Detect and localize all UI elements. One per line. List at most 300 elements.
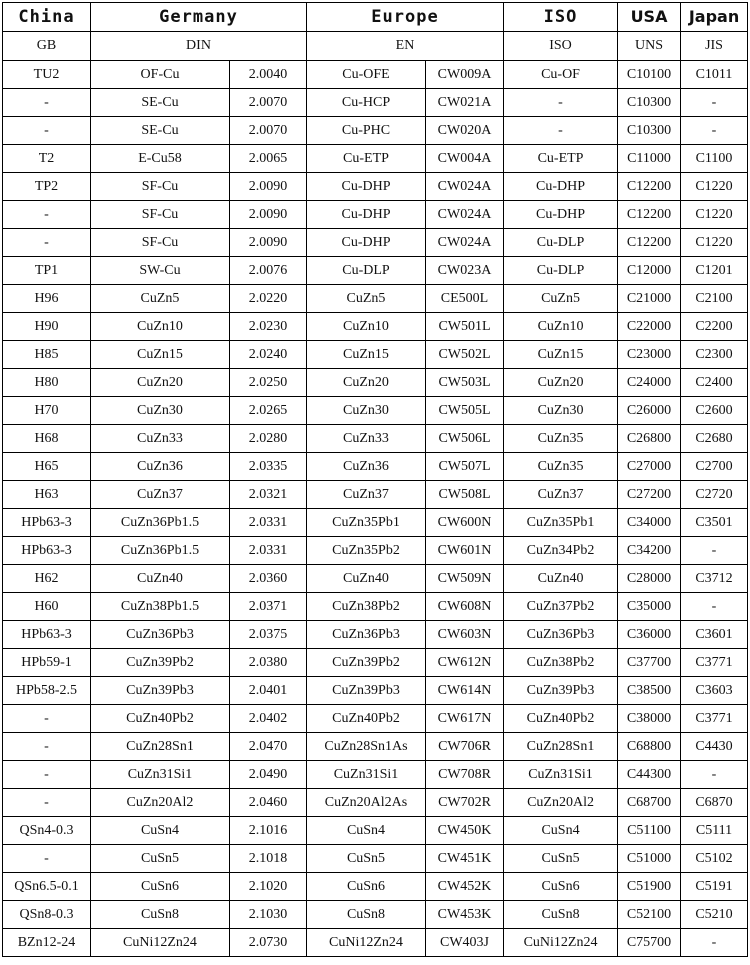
cell-gb-grade: H62 [3, 565, 91, 593]
cell-din-number: 2.1016 [230, 817, 307, 845]
cell-din-name: SW-Cu [91, 257, 230, 285]
cell-iso-grade: CuZn40 [504, 565, 618, 593]
cell-din-name: CuZn36Pb1.5 [91, 537, 230, 565]
cell-din-name: CuZn5 [91, 285, 230, 313]
cell-uns-number: C51900 [618, 873, 681, 901]
cell-uns-number: C38000 [618, 705, 681, 733]
cell-din-number: 2.0331 [230, 537, 307, 565]
table-row [3, 425, 748, 453]
cell-din-number: 2.0265 [230, 397, 307, 425]
cell-gb-grade: H85 [3, 341, 91, 369]
cell-jis-grade: C1100 [681, 145, 748, 173]
cell-din-name: OF-Cu [91, 61, 230, 89]
cell-en-number: CW021A [426, 89, 504, 117]
cell-din-number: 2.1018 [230, 845, 307, 873]
cell-uns-number: C27000 [618, 453, 681, 481]
cell-uns-number: C75700 [618, 929, 681, 957]
table-row [3, 901, 748, 929]
cell-iso-grade: Cu-DLP [504, 229, 618, 257]
cell-en-name: CuZn33 [307, 425, 426, 453]
cell-gb-grade: BZn12-24 [3, 929, 91, 957]
cell-jis-grade: C2600 [681, 397, 748, 425]
cell-en-name: CuSn6 [307, 873, 426, 901]
table-row [3, 61, 748, 89]
cell-en-number: CW603N [426, 621, 504, 649]
cell-uns-number: C27200 [618, 481, 681, 509]
cell-din-number: 2.0065 [230, 145, 307, 173]
cell-en-number: CW009A [426, 61, 504, 89]
cell-en-name: CuZn20Al2As [307, 789, 426, 817]
cell-din-name: CuZn36Pb3 [91, 621, 230, 649]
header-iso: ISO [504, 3, 618, 32]
cell-gb-grade: HPb63-3 [3, 509, 91, 537]
cell-din-number: 2.0335 [230, 453, 307, 481]
cell-en-name: Cu-OFE [307, 61, 426, 89]
cell-din-name: SF-Cu [91, 201, 230, 229]
cell-iso-grade: CuZn34Pb2 [504, 537, 618, 565]
table-body [3, 3, 748, 957]
cell-iso-grade: Cu-DLP [504, 257, 618, 285]
cell-en-number: CW020A [426, 117, 504, 145]
table-row [3, 173, 748, 201]
cell-gb-grade: - [3, 229, 91, 257]
table-row [3, 89, 748, 117]
cell-iso-grade: CuZn37 [504, 481, 618, 509]
cell-en-name: CuSn5 [307, 845, 426, 873]
cell-jis-grade: C3501 [681, 509, 748, 537]
table-row [3, 733, 748, 761]
cell-uns-number: C52100 [618, 901, 681, 929]
cell-en-name: CuNi12Zn24 [307, 929, 426, 957]
cell-en-name: CuZn35Pb2 [307, 537, 426, 565]
table-row [3, 341, 748, 369]
table-row [3, 649, 748, 677]
cell-jis-grade: C2100 [681, 285, 748, 313]
cell-din-name: SF-Cu [91, 173, 230, 201]
cell-en-number: CW450K [426, 817, 504, 845]
cell-uns-number: C37700 [618, 649, 681, 677]
cell-gb-grade: H90 [3, 313, 91, 341]
table-row [3, 201, 748, 229]
cell-din-name: CuNi12Zn24 [91, 929, 230, 957]
cell-en-name: CuZn36Pb3 [307, 621, 426, 649]
cell-jis-grade: - [681, 117, 748, 145]
cell-din-name: CuZn37 [91, 481, 230, 509]
header-germany: Germany [91, 3, 307, 32]
cell-en-number: CW503L [426, 369, 504, 397]
cell-din-number: 2.0250 [230, 369, 307, 397]
cell-iso-grade: CuZn5 [504, 285, 618, 313]
standard-gb: GB [3, 32, 91, 61]
cell-en-name: CuZn40 [307, 565, 426, 593]
cell-jis-grade: C3712 [681, 565, 748, 593]
cell-en-number: CW506L [426, 425, 504, 453]
cell-gb-grade: QSn8-0.3 [3, 901, 91, 929]
cell-en-name: CuZn30 [307, 397, 426, 425]
table-row [3, 845, 748, 873]
cell-jis-grade: C3603 [681, 677, 748, 705]
cell-gb-grade: TP1 [3, 257, 91, 285]
cell-en-name: CuZn5 [307, 285, 426, 313]
cell-din-number: 2.0070 [230, 89, 307, 117]
cell-iso-grade: CuSn6 [504, 873, 618, 901]
cell-iso-grade: CuZn20 [504, 369, 618, 397]
cell-en-name: Cu-DLP [307, 257, 426, 285]
cell-gb-grade: - [3, 761, 91, 789]
cell-en-number: CW617N [426, 705, 504, 733]
cell-uns-number: C34000 [618, 509, 681, 537]
cell-iso-grade: CuZn10 [504, 313, 618, 341]
cell-jis-grade: C2700 [681, 453, 748, 481]
table-row [3, 117, 748, 145]
table-row [3, 789, 748, 817]
cell-gb-grade: H80 [3, 369, 91, 397]
table-row [3, 565, 748, 593]
cell-din-number: 2.0280 [230, 425, 307, 453]
material-equivalence-table [2, 2, 748, 957]
cell-uns-number: C10300 [618, 117, 681, 145]
cell-jis-grade: C1220 [681, 173, 748, 201]
cell-iso-grade: CuNi12Zn24 [504, 929, 618, 957]
standard-iso: ISO [504, 32, 618, 61]
table-row [3, 677, 748, 705]
cell-gb-grade: - [3, 789, 91, 817]
cell-iso-grade: CuZn39Pb3 [504, 677, 618, 705]
cell-iso-grade: CuZn36Pb3 [504, 621, 618, 649]
cell-uns-number: C22000 [618, 313, 681, 341]
cell-jis-grade: C5111 [681, 817, 748, 845]
table-row [3, 761, 748, 789]
cell-din-name: CuZn39Pb2 [91, 649, 230, 677]
cell-uns-number: C12200 [618, 229, 681, 257]
standard-en: EN [307, 32, 504, 61]
cell-en-name: CuZn20 [307, 369, 426, 397]
header-usa: USA [618, 3, 681, 32]
cell-en-number: CW004A [426, 145, 504, 173]
cell-en-name: CuZn35Pb1 [307, 509, 426, 537]
cell-jis-grade: - [681, 537, 748, 565]
cell-en-name: Cu-HCP [307, 89, 426, 117]
table-row [3, 873, 748, 901]
cell-iso-grade: CuZn40Pb2 [504, 705, 618, 733]
cell-jis-grade: C3771 [681, 705, 748, 733]
cell-din-number: 2.0371 [230, 593, 307, 621]
country-header-row [3, 3, 748, 32]
table-row [3, 313, 748, 341]
table-row [3, 285, 748, 313]
cell-uns-number: C44300 [618, 761, 681, 789]
cell-gb-grade: T2 [3, 145, 91, 173]
table-row [3, 145, 748, 173]
table-row [3, 257, 748, 285]
cell-din-number: 2.0470 [230, 733, 307, 761]
cell-jis-grade: C1220 [681, 201, 748, 229]
cell-uns-number: C21000 [618, 285, 681, 313]
cell-din-number: 2.0040 [230, 61, 307, 89]
cell-din-name: CuZn30 [91, 397, 230, 425]
cell-din-number: 2.0090 [230, 229, 307, 257]
table-row [3, 621, 748, 649]
cell-en-number: CW600N [426, 509, 504, 537]
cell-gb-grade: HPb63-3 [3, 621, 91, 649]
cell-en-name: Cu-DHP [307, 201, 426, 229]
cell-gb-grade: H96 [3, 285, 91, 313]
cell-iso-grade: CuZn20Al2 [504, 789, 618, 817]
cell-en-name: CuSn8 [307, 901, 426, 929]
cell-iso-grade: CuZn35Pb1 [504, 509, 618, 537]
cell-din-name: CuZn39Pb3 [91, 677, 230, 705]
cell-en-name: CuZn37 [307, 481, 426, 509]
cell-en-number: CW702R [426, 789, 504, 817]
cell-jis-grade: C5102 [681, 845, 748, 873]
cell-iso-grade: CuSn8 [504, 901, 618, 929]
cell-en-number: CW451K [426, 845, 504, 873]
cell-en-number: CW452K [426, 873, 504, 901]
cell-din-name: CuZn31Si1 [91, 761, 230, 789]
cell-din-name: CuZn15 [91, 341, 230, 369]
cell-uns-number: C12000 [618, 257, 681, 285]
cell-din-number: 2.1030 [230, 901, 307, 929]
cell-en-name: CuZn28Sn1As [307, 733, 426, 761]
cell-en-name: CuZn38Pb2 [307, 593, 426, 621]
cell-gb-grade: H65 [3, 453, 91, 481]
cell-din-number: 2.0375 [230, 621, 307, 649]
cell-din-number: 2.1020 [230, 873, 307, 901]
cell-din-number: 2.0070 [230, 117, 307, 145]
cell-en-name: CuZn39Pb3 [307, 677, 426, 705]
cell-gb-grade: H68 [3, 425, 91, 453]
cell-gb-grade: - [3, 117, 91, 145]
header-europe: Europe [307, 3, 504, 32]
cell-gb-grade: QSn6.5-0.1 [3, 873, 91, 901]
cell-jis-grade: C6870 [681, 789, 748, 817]
cell-jis-grade: C1011 [681, 61, 748, 89]
cell-din-name: CuZn33 [91, 425, 230, 453]
cell-jis-grade: C2200 [681, 313, 748, 341]
cell-din-number: 2.0460 [230, 789, 307, 817]
cell-en-name: CuZn10 [307, 313, 426, 341]
cell-din-number: 2.0240 [230, 341, 307, 369]
cell-din-name: CuZn36 [91, 453, 230, 481]
cell-uns-number: C26800 [618, 425, 681, 453]
cell-iso-grade: Cu-DHP [504, 201, 618, 229]
cell-uns-number: C10300 [618, 89, 681, 117]
cell-din-name: CuZn20 [91, 369, 230, 397]
cell-en-number: CW614N [426, 677, 504, 705]
cell-en-number: CW403J [426, 929, 504, 957]
cell-uns-number: C26000 [618, 397, 681, 425]
cell-din-name: CuSn8 [91, 901, 230, 929]
cell-iso-grade: CuSn5 [504, 845, 618, 873]
cell-din-name: CuZn36Pb1.5 [91, 509, 230, 537]
cell-en-name: Cu-DHP [307, 173, 426, 201]
standard-jis: JIS [681, 32, 748, 61]
cell-din-number: 2.0331 [230, 509, 307, 537]
cell-uns-number: C38500 [618, 677, 681, 705]
table-row [3, 817, 748, 845]
standard-din: DIN [91, 32, 307, 61]
table-row [3, 537, 748, 565]
cell-jis-grade: C1201 [681, 257, 748, 285]
cell-en-number: CW024A [426, 201, 504, 229]
cell-din-number: 2.0076 [230, 257, 307, 285]
cell-gb-grade: - [3, 733, 91, 761]
cell-gb-grade: - [3, 201, 91, 229]
cell-jis-grade: - [681, 761, 748, 789]
cell-en-number: CW601N [426, 537, 504, 565]
table-row [3, 929, 748, 957]
table-row [3, 705, 748, 733]
cell-gb-grade: TP2 [3, 173, 91, 201]
cell-din-name: SF-Cu [91, 229, 230, 257]
cell-uns-number: C36000 [618, 621, 681, 649]
cell-uns-number: C34200 [618, 537, 681, 565]
cell-gb-grade: HPb59-1 [3, 649, 91, 677]
cell-en-name: CuZn15 [307, 341, 426, 369]
cell-en-name: Cu-DHP [307, 229, 426, 257]
cell-iso-grade: Cu-ETP [504, 145, 618, 173]
cell-gb-grade: HPb63-3 [3, 537, 91, 565]
cell-en-number: CW706R [426, 733, 504, 761]
cell-gb-grade: H70 [3, 397, 91, 425]
table-row [3, 229, 748, 257]
cell-gb-grade: H60 [3, 593, 91, 621]
cell-din-number: 2.0401 [230, 677, 307, 705]
header-china: China [3, 3, 91, 32]
header-japan: Japan [681, 3, 748, 32]
cell-gb-grade: QSn4-0.3 [3, 817, 91, 845]
cell-iso-grade: CuZn37Pb2 [504, 593, 618, 621]
cell-uns-number: C35000 [618, 593, 681, 621]
cell-din-name: CuZn20Al2 [91, 789, 230, 817]
table-row [3, 593, 748, 621]
cell-din-number: 2.0380 [230, 649, 307, 677]
cell-en-name: CuZn31Si1 [307, 761, 426, 789]
cell-jis-grade: C2300 [681, 341, 748, 369]
cell-jis-grade: - [681, 89, 748, 117]
cell-din-number: 2.0230 [230, 313, 307, 341]
cell-din-name: E-Cu58 [91, 145, 230, 173]
cell-en-name: CuZn40Pb2 [307, 705, 426, 733]
cell-en-number: CW508L [426, 481, 504, 509]
cell-din-name: CuZn40Pb2 [91, 705, 230, 733]
cell-en-name: CuZn36 [307, 453, 426, 481]
cell-jis-grade: - [681, 593, 748, 621]
cell-jis-grade: C3771 [681, 649, 748, 677]
cell-din-number: 2.0090 [230, 201, 307, 229]
cell-uns-number: C68800 [618, 733, 681, 761]
cell-gb-grade: - [3, 705, 91, 733]
cell-din-number: 2.0090 [230, 173, 307, 201]
cell-en-name: CuSn4 [307, 817, 426, 845]
cell-iso-grade: Cu-DHP [504, 173, 618, 201]
cell-jis-grade: C3601 [681, 621, 748, 649]
cell-din-name: SE-Cu [91, 89, 230, 117]
cell-uns-number: C28000 [618, 565, 681, 593]
cell-en-number: CW502L [426, 341, 504, 369]
table-row [3, 397, 748, 425]
cell-jis-grade: C2680 [681, 425, 748, 453]
cell-din-number: 2.0220 [230, 285, 307, 313]
cell-en-name: Cu-PHC [307, 117, 426, 145]
cell-iso-grade: CuZn35 [504, 453, 618, 481]
cell-jis-grade: C2720 [681, 481, 748, 509]
cell-din-name: CuSn6 [91, 873, 230, 901]
cell-din-number: 2.0402 [230, 705, 307, 733]
cell-gb-grade: - [3, 845, 91, 873]
cell-en-number: CW024A [426, 173, 504, 201]
cell-en-number: CE500L [426, 285, 504, 313]
cell-jis-grade: C1220 [681, 229, 748, 257]
cell-gb-grade: TU2 [3, 61, 91, 89]
cell-din-name: SE-Cu [91, 117, 230, 145]
cell-en-number: CW509N [426, 565, 504, 593]
cell-jis-grade: - [681, 929, 748, 957]
cell-din-name: CuZn28Sn1 [91, 733, 230, 761]
cell-jis-grade: C5210 [681, 901, 748, 929]
cell-din-number: 2.0490 [230, 761, 307, 789]
cell-uns-number: C51100 [618, 817, 681, 845]
cell-uns-number: C23000 [618, 341, 681, 369]
cell-din-number: 2.0730 [230, 929, 307, 957]
cell-gb-grade: H63 [3, 481, 91, 509]
cell-en-number: CW453K [426, 901, 504, 929]
cell-iso-grade: Cu-OF [504, 61, 618, 89]
cell-iso-grade: - [504, 117, 618, 145]
cell-iso-grade: CuZn15 [504, 341, 618, 369]
cell-uns-number: C12200 [618, 201, 681, 229]
table-row [3, 509, 748, 537]
cell-en-number: CW024A [426, 229, 504, 257]
table-row [3, 369, 748, 397]
cell-iso-grade: CuZn35 [504, 425, 618, 453]
cell-din-name: CuZn10 [91, 313, 230, 341]
cell-uns-number: C11000 [618, 145, 681, 173]
cell-en-number: CW612N [426, 649, 504, 677]
cell-din-name: CuSn5 [91, 845, 230, 873]
cell-iso-grade: - [504, 89, 618, 117]
cell-din-name: CuZn40 [91, 565, 230, 593]
cell-din-number: 2.0321 [230, 481, 307, 509]
cell-en-number: CW507L [426, 453, 504, 481]
cell-en-number: CW608N [426, 593, 504, 621]
cell-uns-number: C12200 [618, 173, 681, 201]
standard-header-row [3, 32, 748, 61]
cell-uns-number: C68700 [618, 789, 681, 817]
cell-uns-number: C10100 [618, 61, 681, 89]
cell-gb-grade: - [3, 89, 91, 117]
cell-iso-grade: CuZn28Sn1 [504, 733, 618, 761]
cell-en-name: CuZn39Pb2 [307, 649, 426, 677]
cell-jis-grade: C2400 [681, 369, 748, 397]
standard-uns: UNS [618, 32, 681, 61]
cell-uns-number: C51000 [618, 845, 681, 873]
cell-en-number: CW023A [426, 257, 504, 285]
cell-din-name: CuZn38Pb1.5 [91, 593, 230, 621]
table-row [3, 481, 748, 509]
cell-gb-grade: HPb58-2.5 [3, 677, 91, 705]
table-row [3, 453, 748, 481]
cell-jis-grade: C4430 [681, 733, 748, 761]
cell-jis-grade: C5191 [681, 873, 748, 901]
cell-iso-grade: CuZn30 [504, 397, 618, 425]
cell-en-number: CW708R [426, 761, 504, 789]
cell-uns-number: C24000 [618, 369, 681, 397]
cell-din-name: CuSn4 [91, 817, 230, 845]
cell-iso-grade: CuZn31Si1 [504, 761, 618, 789]
cell-iso-grade: CuSn4 [504, 817, 618, 845]
cell-din-number: 2.0360 [230, 565, 307, 593]
